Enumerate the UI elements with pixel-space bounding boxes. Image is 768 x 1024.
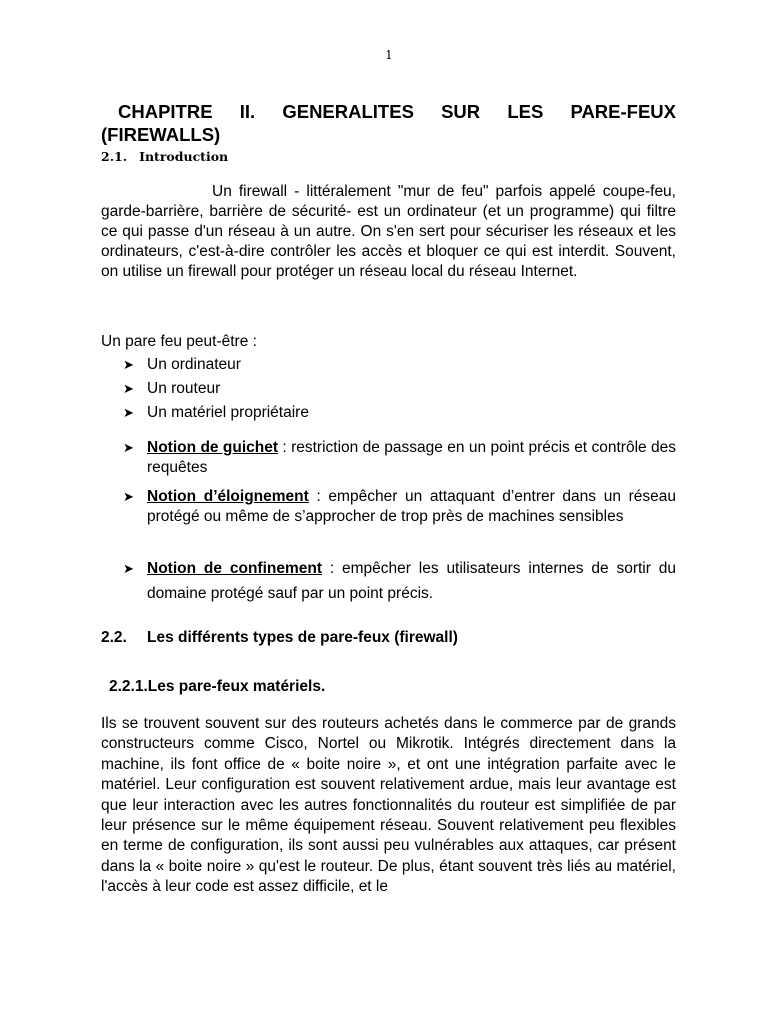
notion-item-confinement — [123, 556, 676, 606]
arrow-bullet-icon: ➤ — [123, 440, 134, 455]
pare-feu-lead: Un pare feu peut-être : — [101, 333, 257, 350]
list-item: ➤ Un ordinateur — [123, 353, 676, 377]
section-title: Les différents types de pare-feux (firewall) — [147, 629, 458, 646]
notion-term: Notion de guichet — [147, 439, 279, 456]
materiels-paragraph: Ils se trouvent souvent sur des routeurs achetés dans le commerce par de grands constructeurs comme Cisco, Nortel ou Mikrotik. Intégrés directement dans la machine, ils font office de « boite noire », et ont une intégration parfaite avec le matériel. Leur configuration est souvent relativement ardue, mais leur avantage est que leur interaction avec les autres fonctionnalités du routeur est simplifiée de par leur présence sur le même équipement réseau. Souvent relativement peu flexibles en terme de configuration, ils sont aussi peu vulnérables aux attaques, car présent dans la « boite noire » qu'est le routeur. De plus, étant souvent très liés au matériel, l'accès à leur code est assez difficile, et le — [101, 715, 676, 896]
section-number: 2.1. — [101, 149, 128, 164]
arrow-bullet-icon: ➤ — [123, 561, 134, 576]
notion-text: : restriction de passage en un point précis et contrôle des requêtes — [147, 439, 677, 476]
subsection-number: 2.2.1. — [109, 678, 148, 695]
arrow-bullet-icon: ➤ — [123, 489, 134, 504]
notion-text: : empêcher les utilisateurs internes de sortir du domaine protégé sauf par un point précis. — [147, 560, 676, 602]
subsection-title: Les pare-feux matériels. — [147, 678, 326, 695]
notion-term: Notion d’éloignement — [147, 488, 309, 505]
notion-term: Notion de confinement — [147, 560, 322, 577]
notion-text: : empêcher un attaquant d’entrer dans un réseau protégé ou même de s’approcher de trop près de machines sensibles — [147, 488, 676, 525]
section-heading-introduction — [101, 149, 228, 164]
list-item: ➤ Un routeur — [123, 377, 676, 401]
section-title: Introduction — [139, 149, 229, 164]
chapter-title — [101, 100, 676, 146]
arrow-bullet-icon: ➤ — [123, 357, 134, 372]
intro-paragraph: Un firewall - littéralement "mur de feu" parfois appelé coupe-feu, garde-barrière, barrière de sécurité- est un ordinateur (et un programme) qui filtre ce qui passe d'un réseau à un autre. On s'en sert pour sécuriser les réseaux et les ordinateurs, c'est-à-dire contrôler les accès et bloquer ce qui est interdit. Souvent, on utilise un firewall pour protéger un réseau local du réseau Internet. — [101, 183, 676, 280]
arrow-bullet-icon: ➤ — [123, 381, 134, 396]
subsection-heading-materiels — [109, 678, 325, 696]
chapter-title-text: CHAPITRE II. GENERALITES SUR LES PARE-FEUX (FIREWALLS) — [101, 101, 676, 145]
notion-item-guichet — [123, 438, 676, 478]
pare-feu-list — [123, 353, 676, 425]
section-number: 2.2. — [101, 629, 127, 646]
notion-item-eloignement — [123, 487, 676, 527]
section-heading-types — [101, 629, 458, 647]
arrow-bullet-icon: ➤ — [123, 405, 134, 420]
page-number: 1 — [385, 48, 393, 62]
list-item: ➤ Un matériel propriétaire — [123, 401, 676, 425]
